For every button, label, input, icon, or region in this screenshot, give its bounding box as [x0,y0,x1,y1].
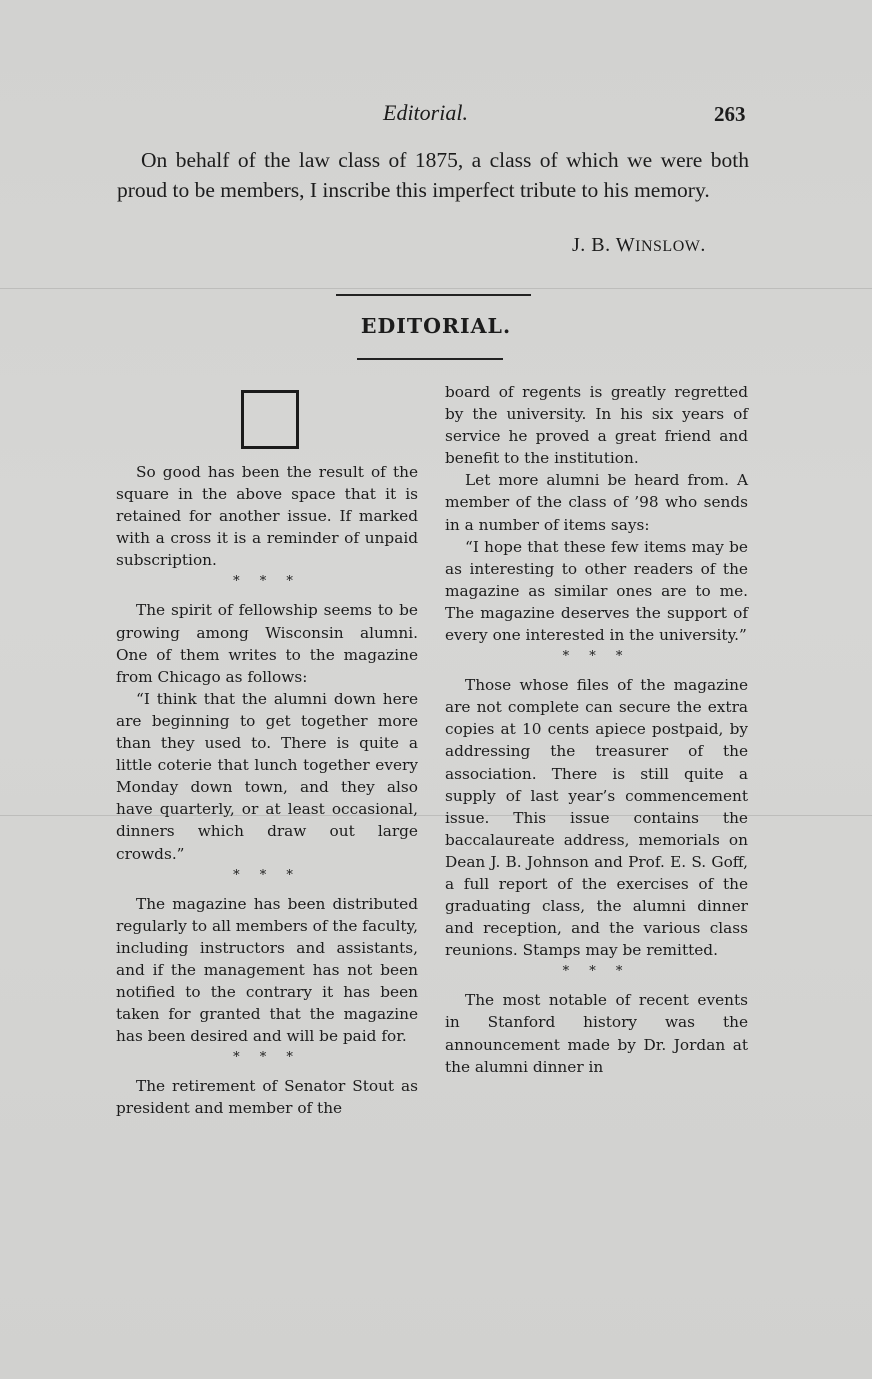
signature: J. B. WINSLOW. [572,234,706,256]
heading-rule-top [336,294,531,296]
page-number: 263 [714,102,746,126]
paragraph: Those whose files of the magazine are not complete can secure the extra copies at 10 cents apiece postpaid, by addressing the treasurer of the association. There is still quite a supply of last year’s commencement issue. This issue contains the baccalaureate address, memorials on Dean J. B. Johnson and Prof. E. S. Goff, a full report of the exercises of the graduating class, the alumni dinner and reception, and the various class reunions. Stamps may be remitted. [445,676,748,960]
separator-stars: * * * [233,574,301,590]
heading-rule-bottom [357,358,503,360]
page-fold-line [0,288,872,289]
separator-stars: * * * [562,649,631,665]
separator-stars: * * * [233,867,301,883]
section-heading: EDITORIAL. [360,314,512,338]
running-title: Editorial. [383,100,468,125]
paragraph: Let more alumni be heard from. A member of the class of ’98 who sends in a number of items says: [445,471,748,534]
subscription-square [241,390,299,449]
tribute-paragraph: On behalf of the law class of 1875, a class of which we were both proud to be members, I inscribe this imperfect tribute to his memory. [117,148,749,202]
paragraph-continued: board of regents is greatly regretted by the university. In his six years of service he proved a great friend and benefit to the institution. [445,383,748,468]
right-column [445,381,748,1078]
paragraph: The retirement of Senator Stout as president and member of the [116,1077,418,1118]
left-column [116,461,418,1119]
paragraph: The magazine has been distributed regularly to all members of the faculty, including instructors and assistants, and if the management has not been notified to the contrary it has been taken for granted that the magazine has been desired and will be paid for. [116,894,419,1046]
quote-paragraph: “I hope that these few items may be as interesting to other readers of the magazine as similar ones are to me. The magazine deserves the support of every one interested in the university.” [445,537,748,645]
separator-stars: * * * [562,964,631,980]
quote-paragraph: “I think that the alumni down here are beginning to get together more than they used to. There is quite a little coterie that lunch together every Monday down town, and they also have quarterly, or at least occasional, dinners which draw out large crowds.” [116,689,418,863]
paragraph: So good has been the result of the square in the above space that it is retained for another issue. If marked with a cross it is a reminder of unpaid subscription. [116,463,418,570]
separator-stars: * * * [233,1050,301,1066]
paragraph: The most notable of recent events in Stanford history was the announcement made by Dr. Jordan at the alumni dinner in [445,991,748,1076]
paragraph: The spirit of fellowship seems to be growing among Wisconsin alumni. One of them writes to the magazine from Chicago as follows: [116,601,418,686]
